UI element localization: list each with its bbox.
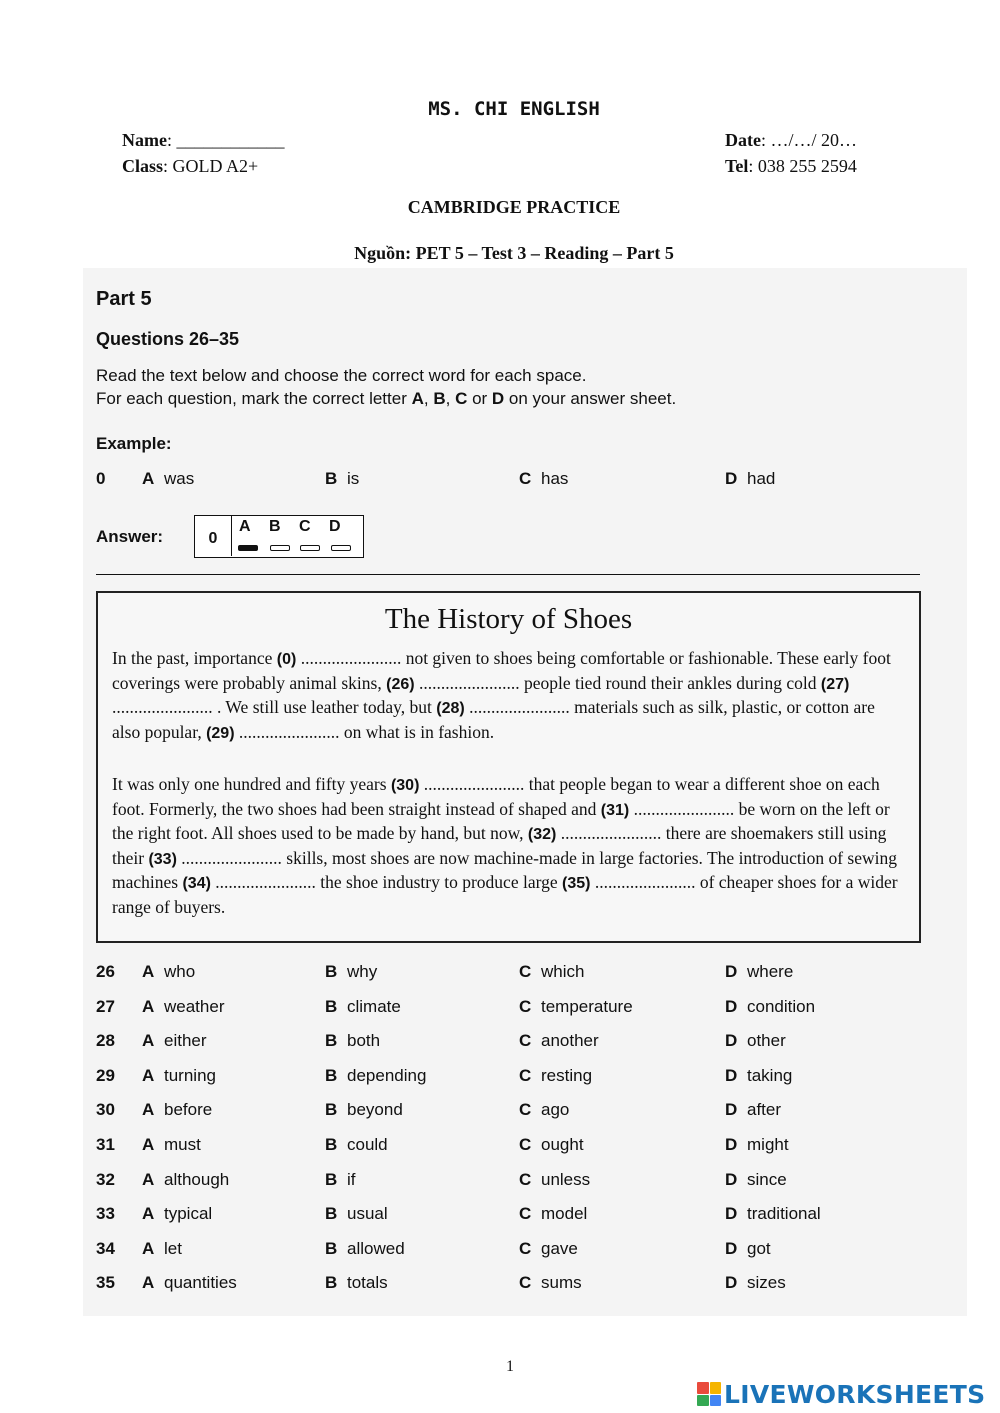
- question-option-b[interactable]: B beyond: [325, 1100, 403, 1120]
- questions-range: Questions 26–35: [96, 329, 240, 349]
- class-value: : GOLD A2+: [163, 156, 259, 176]
- question-option-a[interactable]: A before: [142, 1100, 213, 1120]
- question-row: [96, 962, 956, 986]
- question-option-c[interactable]: C resting: [519, 1065, 593, 1085]
- question-option-a[interactable]: A either: [142, 1031, 207, 1051]
- example-option-c: C has: [519, 469, 569, 488]
- question-number: 32: [96, 1169, 115, 1189]
- question-option-a[interactable]: A let: [142, 1238, 182, 1258]
- question-option-b[interactable]: B climate: [325, 996, 401, 1016]
- question-option-c[interactable]: C model: [519, 1204, 588, 1224]
- question-option-b[interactable]: B both: [325, 1031, 381, 1051]
- source-line: Nguồn: PET 5 – Test 3 – Reading – Part 5: [354, 243, 674, 263]
- question-option-b[interactable]: B allowed: [325, 1238, 405, 1258]
- question-option-b[interactable]: B if: [325, 1169, 356, 1189]
- example-number: 0: [96, 469, 106, 488]
- passage-paragraph-2: It was only one hundred and fifty years (30) ....................... that people began to wear a different shoe on each foot. Formerly, the two shoes had been straight instead of shaped and (31) ....................... be worn on the left or the right foot. All shoes used to be made by hand, but now, (32) ....................... there are shoemakers still using their (33) ....................... skills, most shoes are now machine-made in large factories. The introduction of sewing machines (34) ....................... the shoe industry to produce large (35) ....................... of cheaper shoes for a wider range of buyers.: [112, 774, 898, 917]
- question-option-c[interactable]: C unless: [519, 1169, 591, 1189]
- question-option-c[interactable]: C gave: [519, 1238, 578, 1258]
- part-title: Part 5: [96, 288, 152, 310]
- question-row: [96, 1031, 956, 1055]
- page-number: 1: [506, 1358, 514, 1375]
- question-option-a[interactable]: A quantities: [142, 1273, 237, 1293]
- example-option-d: D had: [725, 469, 776, 488]
- tel-line: [725, 156, 857, 177]
- name-value: : ____________: [166, 130, 285, 150]
- question-option-d[interactable]: D taking: [725, 1065, 793, 1085]
- example-row: [96, 469, 956, 493]
- question-option-a[interactable]: A who: [142, 962, 196, 981]
- date-value: : …/…/ 20…: [760, 130, 857, 150]
- passage-paragraph-1: In the past, importance (0) ....................... not given to shoes being comfortable or fashionable. These early foot coverings were probably animal skins, (26) ....................... people tied round their ankles during cold (27) ....................... . We still use leather today, but (28) ....................... materials such as silk, plastic, or cotton are also popular, (29) ....................... on what is in fashion.: [112, 648, 891, 742]
- answer-mark-b: [270, 545, 290, 551]
- question-option-d[interactable]: D after: [725, 1100, 782, 1120]
- name-label: Name: [122, 130, 167, 150]
- practice-title: CAMBRIDGE PRACTICE: [407, 197, 621, 217]
- question-option-d[interactable]: D where: [725, 962, 794, 981]
- example-answer-box: [194, 515, 364, 558]
- answer-mark-d: [331, 545, 351, 551]
- instruction-2: For each question, mark the correct letter A, B, C or D on your answer sheet.: [96, 389, 677, 408]
- question-number: 34: [96, 1238, 115, 1258]
- question-row: [96, 1170, 956, 1194]
- question-number: 35: [96, 1273, 115, 1293]
- answer-box-letters: A B C D: [239, 518, 341, 535]
- question-number: 28: [96, 1031, 115, 1051]
- question-option-d[interactable]: D got: [725, 1238, 771, 1258]
- question-row: [96, 1100, 956, 1124]
- name-line: [122, 130, 285, 151]
- question-row: [96, 1273, 956, 1297]
- question-row: [96, 1239, 956, 1263]
- school-header: MS. CHI ENGLISH: [428, 98, 600, 120]
- question-number: 27: [96, 996, 115, 1016]
- question-option-a[interactable]: A typical: [142, 1204, 213, 1224]
- liveworksheets-logo: [697, 1376, 985, 1412]
- question-option-c[interactable]: C ought: [519, 1135, 584, 1154]
- question-option-a[interactable]: A turning: [142, 1065, 216, 1085]
- question-option-c[interactable]: C another: [519, 1031, 599, 1051]
- question-option-d[interactable]: D might: [725, 1135, 789, 1154]
- question-option-d[interactable]: D condition: [725, 996, 816, 1016]
- question-option-a[interactable]: A must: [142, 1135, 201, 1154]
- question-number: 29: [96, 1065, 115, 1085]
- question-number: 30: [96, 1100, 115, 1120]
- question-option-c[interactable]: C ago: [519, 1100, 570, 1120]
- question-option-b[interactable]: B why: [325, 962, 378, 981]
- question-option-d[interactable]: D traditional: [725, 1204, 821, 1224]
- answer-mark-a: [238, 545, 258, 551]
- passage-box: [96, 591, 921, 943]
- passage-title: The History of Shoes: [384, 603, 633, 635]
- question-option-c[interactable]: C temperature: [519, 996, 633, 1016]
- instruction-1: Read the text below and choose the correct word for each space.: [96, 366, 587, 385]
- question-option-a[interactable]: A although: [142, 1169, 230, 1189]
- question-option-b[interactable]: B totals: [325, 1273, 388, 1293]
- question-option-d[interactable]: D other: [725, 1031, 786, 1051]
- answer-label: Answer:: [96, 527, 164, 546]
- answer-box-number: 0: [195, 516, 232, 556]
- example-option-b: B is: [325, 469, 360, 488]
- liveworksheets-logo-icon: [697, 1382, 721, 1406]
- question-option-b[interactable]: B depending: [325, 1065, 427, 1085]
- class-label: Class: [122, 156, 164, 176]
- date-line: [725, 130, 857, 151]
- example-option-a: A was: [142, 469, 195, 488]
- question-option-d[interactable]: D sizes: [725, 1273, 786, 1293]
- example-label: Example:: [96, 434, 172, 453]
- tel-value: : 038 255 2594: [748, 156, 857, 176]
- question-option-b[interactable]: B could: [325, 1135, 388, 1154]
- question-option-d[interactable]: D since: [725, 1169, 787, 1189]
- question-number: 31: [96, 1135, 115, 1154]
- divider-line: [96, 574, 920, 575]
- question-row: [96, 1066, 956, 1090]
- question-number: 33: [96, 1204, 115, 1224]
- question-row: [96, 1135, 956, 1159]
- liveworksheets-brand: LIVEWORKSHEETS: [724, 1379, 986, 1409]
- question-option-a[interactable]: A weather: [142, 996, 225, 1016]
- question-row: [96, 997, 956, 1021]
- answer-mark-c: [300, 545, 320, 551]
- question-option-c[interactable]: C sums: [519, 1273, 582, 1293]
- question-number: 26: [96, 962, 115, 981]
- question-row: [96, 1204, 956, 1228]
- class-line: [122, 156, 258, 177]
- tel-label: Tel: [725, 156, 749, 176]
- date-label: Date: [725, 130, 761, 150]
- question-option-b[interactable]: B usual: [325, 1204, 388, 1224]
- question-option-c[interactable]: C which: [519, 962, 585, 981]
